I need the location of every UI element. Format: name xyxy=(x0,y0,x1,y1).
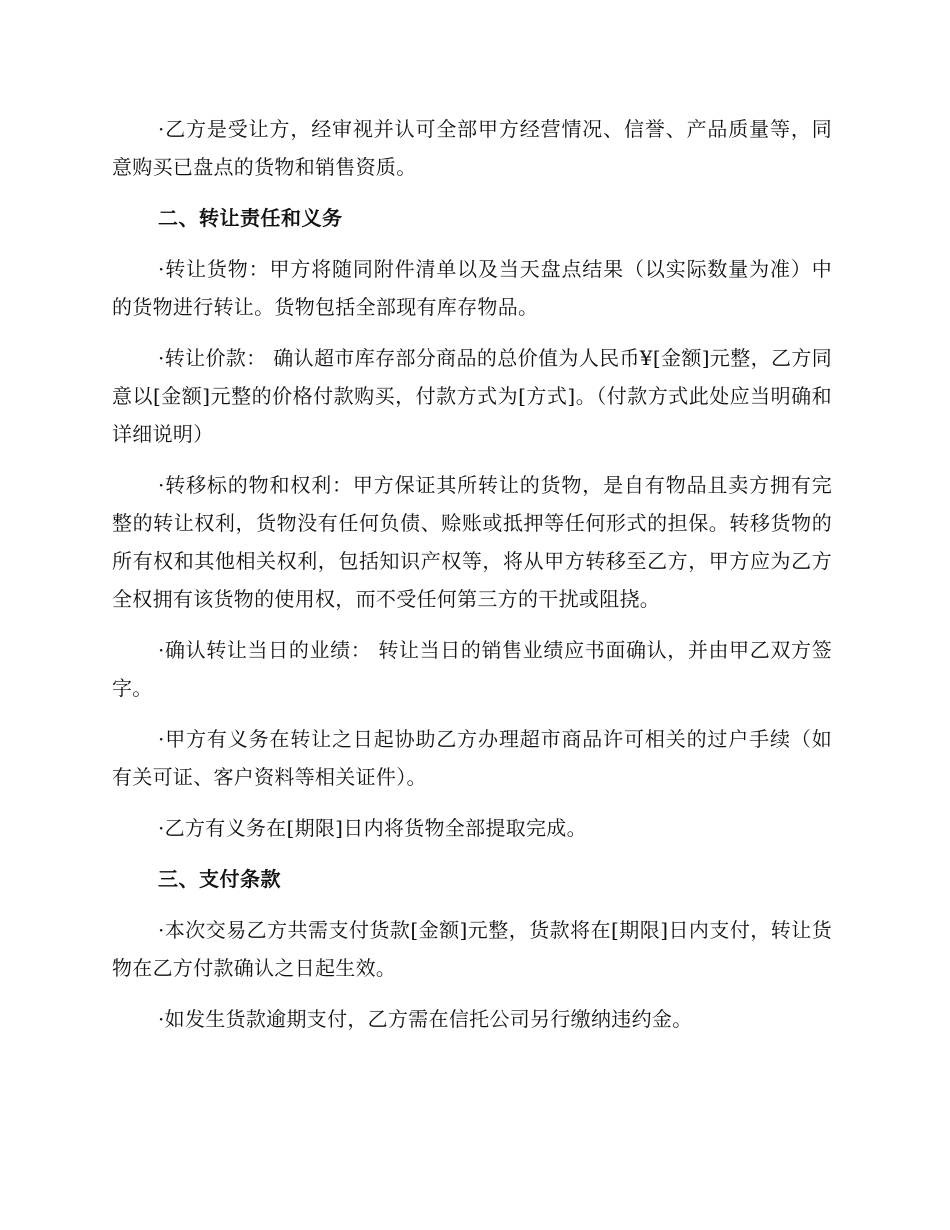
bullet-marker: · xyxy=(158,117,165,141)
paragraph-buyer-recognition xyxy=(112,110,832,186)
paragraph-transfer-goods xyxy=(112,250,832,326)
document-body xyxy=(112,110,832,1051)
bullet-marker: · xyxy=(158,257,165,281)
paragraph-transfer-rights xyxy=(112,466,832,618)
paragraph-confirm-sales xyxy=(112,631,832,707)
bullet-marker: · xyxy=(158,346,165,370)
paragraph-text: 转移标的物和权利：甲方保证其所转让的货物，是自有物品且卖方拥有完整的转让权利，货物没有任何负债、赊账或抵押等任何形式的担保。转移货物的所有权和其他相关权利，包括知识产权等，将从甲方转移至乙方，甲方应为乙方全权拥有该货物的使用权，而不受任何第三方的干扰或阻挠。 xyxy=(112,473,832,611)
bullet-marker: · xyxy=(158,918,165,942)
paragraph-text: 甲方有义务在转让之日起协助乙方办理超市商品许可相关的过户手续（如有关可证、客户资料等相关证件）。 xyxy=(112,727,832,789)
paragraph-text: 转让货物：甲方将随同附件清单以及当天盘点结果（以实际数量为准）中的货物进行转让。货物包括全部现有库存物品。 xyxy=(112,257,832,319)
paragraph-late-payment xyxy=(112,1000,832,1038)
paragraph-buyer-obligation xyxy=(112,809,832,847)
paragraph-transfer-price xyxy=(112,339,832,453)
paragraph-text: 乙方有义务在[期限]日内将货物全部提取完成。 xyxy=(164,816,587,840)
paragraph-text: 转让价款： 确认超市库存部分商品的总价值为人民币¥[金额]元整，乙方同意以[金额]元整的价格付款购买，付款方式为[方式]。（付款方式此处应当明确和详细说明） xyxy=(112,346,832,446)
paragraph-text: 本次交易乙方共需支付货款[金额]元整，货款将在[期限]日内支付，转让货物在乙方付款确认之日起生效。 xyxy=(112,918,832,980)
section-heading-payment-terms: 三、支付条款 xyxy=(158,867,281,891)
paragraph-payment-amount xyxy=(112,911,832,987)
bullet-marker: · xyxy=(158,727,165,751)
bullet-marker: · xyxy=(158,1007,165,1031)
bullet-marker: · xyxy=(158,816,165,840)
section-heading-transfer-duties: 二、转让责任和义务 xyxy=(158,206,343,230)
paragraph-text: 如发生货款逾期支付，乙方需在信托公司另行缴纳违约金。 xyxy=(164,1007,693,1031)
paragraph-text: 确认转让当日的业绩： 转让当日的销售业绩应书面确认，并由甲乙双方签字。 xyxy=(112,638,832,700)
paragraph-seller-obligation xyxy=(112,720,832,796)
paragraph-text: 乙方是受让方，经审视并认可全部甲方经营情况、信誉、产品质量等，同意购买已盘点的货物和销售资质。 xyxy=(112,117,832,179)
bullet-marker: · xyxy=(158,473,165,497)
bullet-marker: · xyxy=(158,638,165,662)
